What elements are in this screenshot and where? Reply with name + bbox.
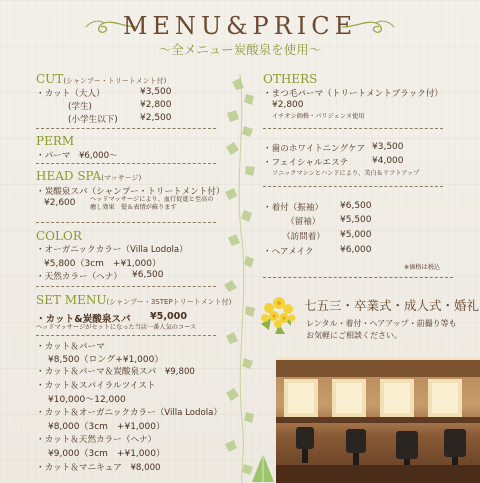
page-title: MENU&PRICE [122, 12, 358, 40]
facial-price: ¥4,000 [372, 156, 404, 166]
setmenu-line: ¥10,000〜12,000 [48, 395, 126, 405]
kitsuke-furisode-item: ・着付（振袖） [263, 203, 324, 213]
cut-child-price: ¥2,500 [140, 113, 172, 123]
setmenu-line: ・カット＆天然カラー（ヘナ） [36, 435, 157, 445]
setmenu-main-item: ・カット&炭酸泉スパ [36, 314, 131, 325]
color-natural-price: ¥6,500 [132, 270, 164, 280]
promo-line1: レンタル・着付・ヘアアップ・前撮り等も [306, 319, 457, 328]
tax-note: ※価格は税込 [404, 264, 441, 271]
divider [36, 128, 216, 129]
headspa-heading-note: (マッサージ) [101, 174, 142, 182]
color-heading: COLOR [36, 229, 82, 243]
headspa-note-line1: ヘッドマッサージにより、血行促進と至高の [90, 196, 214, 203]
headspa-price: ¥2,600 [44, 198, 76, 208]
perm-line: ・パーマ ¥6,000〜 [36, 151, 118, 161]
facial-note: ソニックマシンとハンドにより、美白＆リフトアップ [272, 170, 420, 177]
kitsuke-tomesode-price: ¥5,500 [340, 215, 372, 225]
others-heading: OTHERS [263, 72, 318, 86]
facial-item: ・フェイシャルエステ [263, 158, 349, 168]
setmenu-line: ¥9,000（3cm +¥1,000） [48, 449, 165, 459]
color-organic-price: ¥5,800（3cm +¥1,000） [44, 259, 161, 269]
promo-text [306, 318, 457, 342]
divider [36, 286, 216, 287]
right-swirl-ornament [340, 18, 396, 36]
kitsuke-houmongi-price: ¥5,000 [340, 230, 372, 240]
divider [36, 335, 216, 336]
divider [36, 163, 216, 164]
lash-item: ・まつ毛パーマ（トリートメントブラック付） [263, 89, 443, 99]
perm-heading: PERM [36, 134, 75, 148]
green-leaf-emblem-icon [250, 452, 276, 483]
cut-adult-price: ¥3,500 [140, 87, 172, 97]
hairmake-item: ・ヘアメイク [263, 247, 314, 257]
headspa-note-line2: 癒し効果 髪＆表情が蘇ります [90, 204, 177, 211]
divider [263, 128, 443, 129]
promo-line2: お気軽にご相談ください。 [306, 331, 402, 340]
divider [36, 222, 216, 223]
cut-heading: CUT(シャンプー・トリートメント付) [36, 72, 167, 86]
setmenu-line: ・カット＆パーマ [36, 342, 105, 352]
setmenu-line: ・カット＆パーマ＆炭酸泉スパ ¥9,800 [36, 367, 195, 377]
hairmake-price: ¥6,000 [340, 245, 372, 255]
color-organic-item: ・オーガニックカラー（Villa Lodola） [36, 245, 188, 255]
divider [263, 277, 453, 278]
ivy-vine-decoration [222, 70, 262, 483]
headspa-item: ・炭酸泉スパ（シャンプー・トリートメント付） [36, 187, 225, 197]
setmenu-heading-note: (シャンプー・3STEPトリートメント付) [106, 298, 232, 306]
kitsuke-furisode-price: ¥6,500 [340, 201, 372, 211]
salon-photo-illustration [276, 357, 480, 483]
salon-interior-photo [276, 357, 480, 483]
whitening-price: ¥3,500 [372, 142, 404, 152]
setmenu-main-note: ヘッドマッサージがセットになった当店一番人気のコース [36, 324, 197, 331]
kitsuke-houmongi-item: （訪問着） [282, 232, 325, 242]
headspa-heading: HEAD SPA(マッサージ) [36, 169, 142, 183]
setmenu-line: ¥8,000（3cm +¥1,000） [48, 422, 165, 432]
lash-price: ¥2,800 [272, 100, 304, 110]
setmenu-line: ・カット＆オーガニックカラー（Villa Lodola） [36, 408, 223, 418]
kitsuke-tomesode-item: （留袖） [286, 217, 321, 227]
cut-heading-note: (シャンプー・トリートメント付) [63, 77, 167, 85]
promo-title: 七五三・卒業式・成人式・婚礼 [304, 298, 480, 313]
flower-bouquet-icon [255, 294, 301, 342]
setmenu-line: ・カット＆マニキュア ¥8,000 [36, 463, 161, 473]
cut-student-price: ¥2,800 [140, 100, 172, 110]
cut-child-label: (小学生以下) [68, 115, 118, 125]
setmenu-line: ¥8,500（ロング+¥1,000） [48, 355, 164, 365]
whitening-item: ・歯のホワイトニングケア [263, 144, 366, 154]
cut-adult-label: ・カット（大人） [36, 89, 105, 99]
lash-note: イチオシ価格・パリジェンヌ使用 [272, 113, 365, 120]
divider [263, 186, 443, 187]
color-natural-item: ・天然カラー（ヘナ） [36, 272, 122, 282]
page-subtitle: 〜全メニュー炭酸泉を使用〜 [158, 42, 322, 57]
setmenu-heading: SET MENU(シャンプー・3STEPトリートメント付) [36, 293, 232, 307]
setmenu-main-price: ¥5,000 [150, 311, 188, 322]
cut-student-label: (学生) [68, 102, 92, 112]
setmenu-line: ・カット＆スパイラルツイスト [36, 381, 156, 391]
